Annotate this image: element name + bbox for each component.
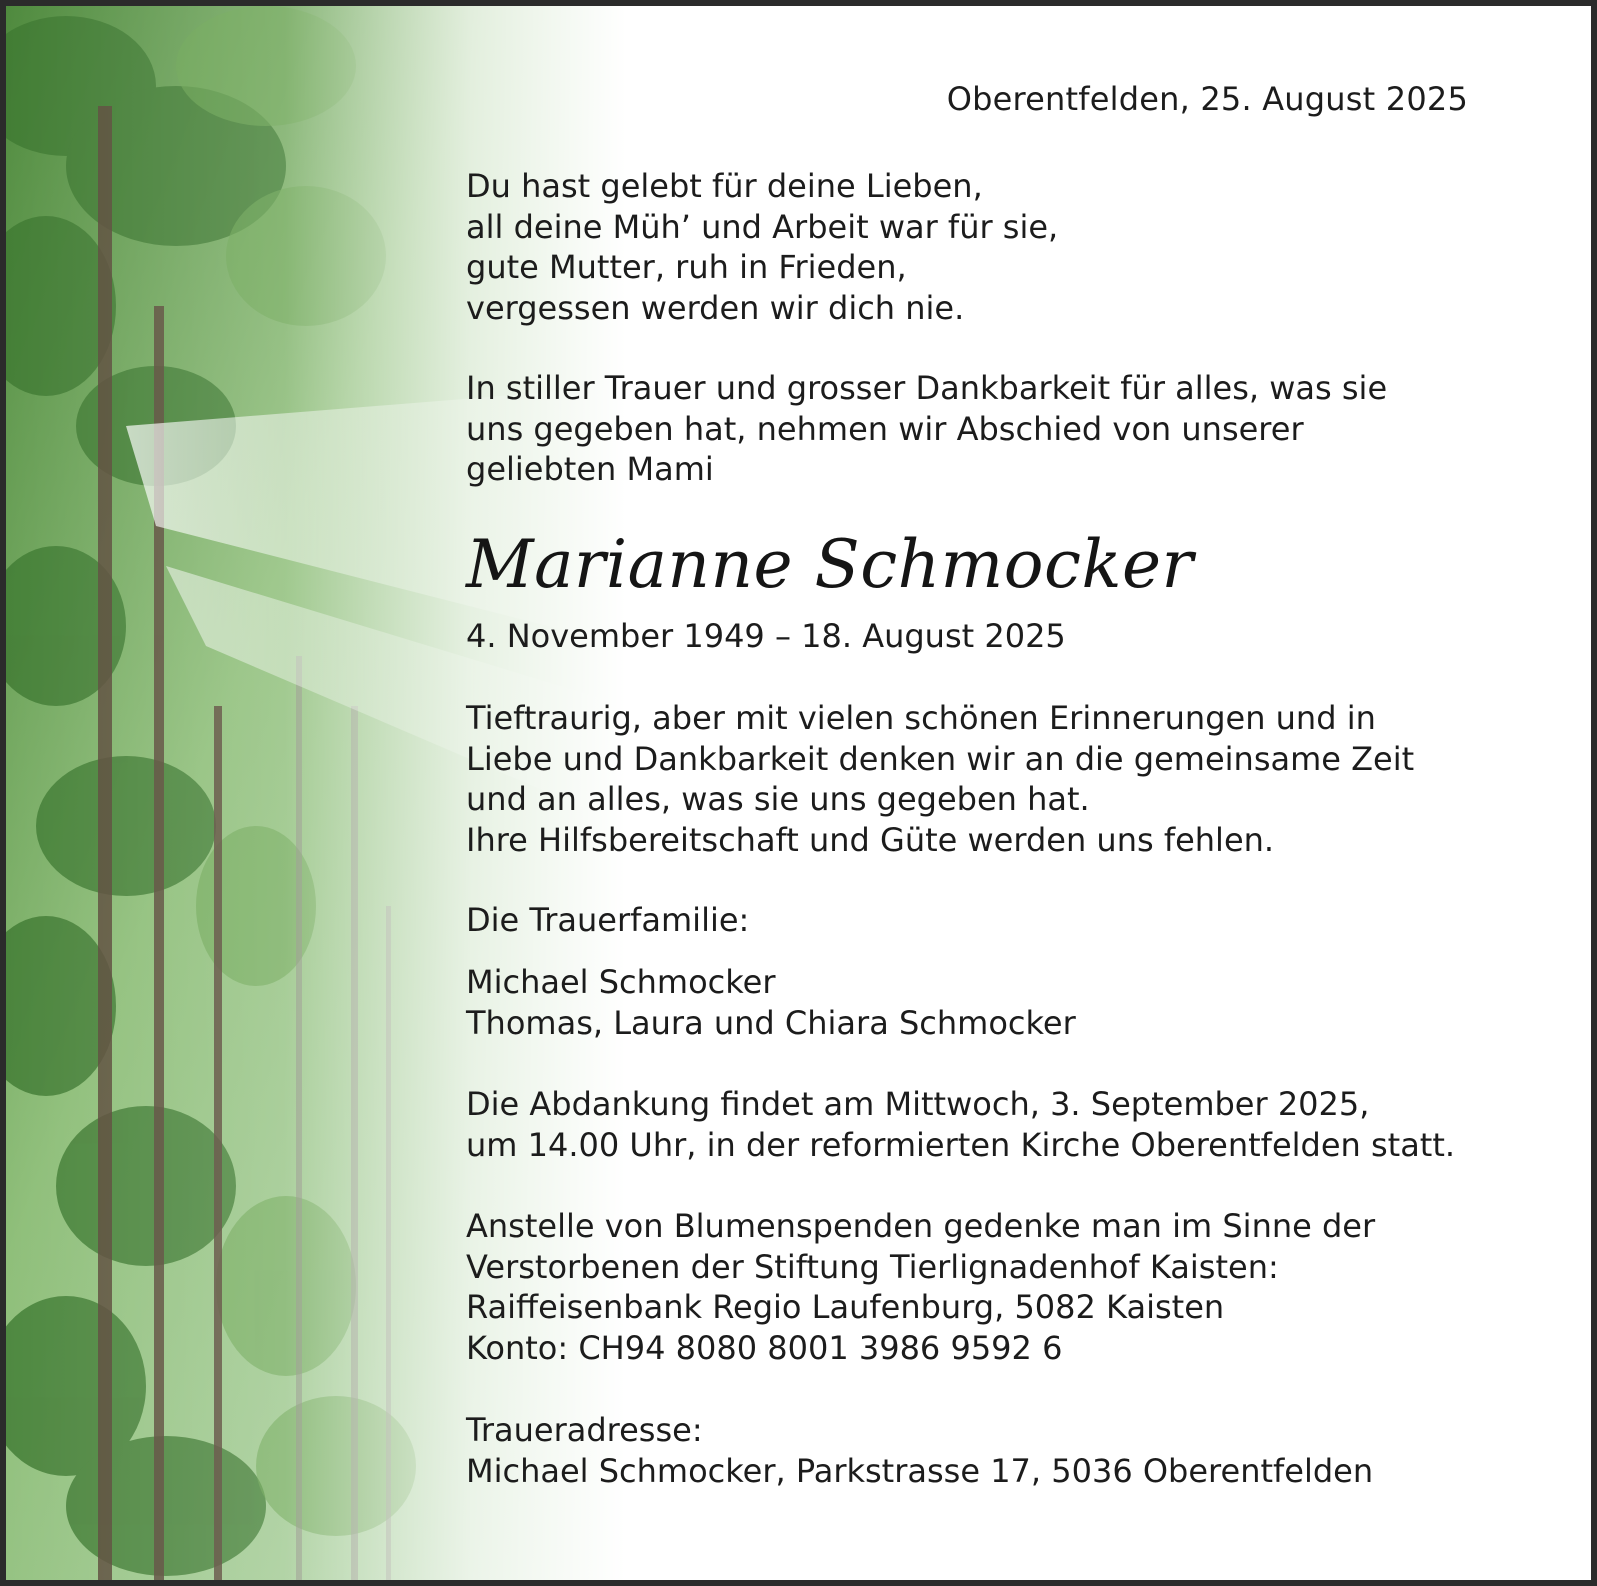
family-member: Michael Schmocker [466, 963, 776, 1001]
life-dates-line: 4. November 1949 – 18. August 2025 [466, 617, 1066, 655]
intro-paragraph [466, 368, 1387, 490]
place-date: Oberentfelden, 25. August 2025 [946, 80, 1468, 118]
donation-line: Verstorbenen der Stiftung Tierlignadenhof Kaisten: [466, 1247, 1279, 1286]
address-line: Michael Schmocker, Parkstrasse 17, 5036 Oberentfelden [466, 1451, 1374, 1490]
family-heading: Die Trauerfamilie: [466, 901, 750, 939]
verse-line: Du hast gelebt für deine Lieben, [466, 167, 983, 205]
donation-line: Konto: CH94 8080 8001 3986 9592 6 [466, 1328, 1063, 1367]
family-member: Thomas, Laura und Chiara Schmocker [466, 1003, 1076, 1042]
family-members [466, 962, 1076, 1043]
remembrance-line: Ihre Hilfsbereitschaft und Güte werden uns fehlen. [466, 820, 1275, 859]
verse-line: all deine Müh’ und Arbeit war für sie, [466, 207, 1059, 246]
deceased-name: Marianne Schmocker [466, 526, 1194, 603]
verse [466, 166, 1058, 328]
donation-details [466, 1206, 1375, 1368]
verse-line: gute Mutter, ruh in Frieden, [466, 248, 907, 286]
intro-line: In stiller Trauer und grosser Dankbarkeit für alles, was sie [466, 369, 1388, 407]
service-line: Die Abdankung findet am Mittwoch, 3. September 2025, [466, 1085, 1370, 1123]
donation-line: Anstelle von Blumenspenden gedenke man im Sinne der [466, 1207, 1376, 1245]
mourning-address [466, 1410, 1373, 1491]
remembrance-line: Liebe und Dankbarkeit denken wir an die gemeinsame Zeit [466, 739, 1415, 778]
remembrance-line: Tieftraurig, aber mit vielen schönen Erinnerungen und in [466, 699, 1376, 737]
service-line: um 14.00 Uhr, in der reformierten Kirche Oberentfelden statt. [466, 1125, 1456, 1164]
address-heading: Traueradresse: [466, 1411, 703, 1449]
verse-line: vergessen werden wir dich nie. [466, 288, 965, 327]
life-dates [466, 616, 1066, 657]
intro-line: geliebten Mami [466, 450, 714, 488]
donation-line: Raiffeisenbank Regio Laufenburg, 5082 Kaisten [466, 1288, 1225, 1326]
service-details [466, 1084, 1455, 1165]
remembrance-paragraph [466, 698, 1414, 860]
family-heading-block [466, 900, 749, 941]
remembrance-line: und an alles, was sie uns gegeben hat. [466, 780, 1090, 818]
intro-line: uns gegeben hat, nehmen wir Abschied von unserer [466, 409, 1304, 448]
